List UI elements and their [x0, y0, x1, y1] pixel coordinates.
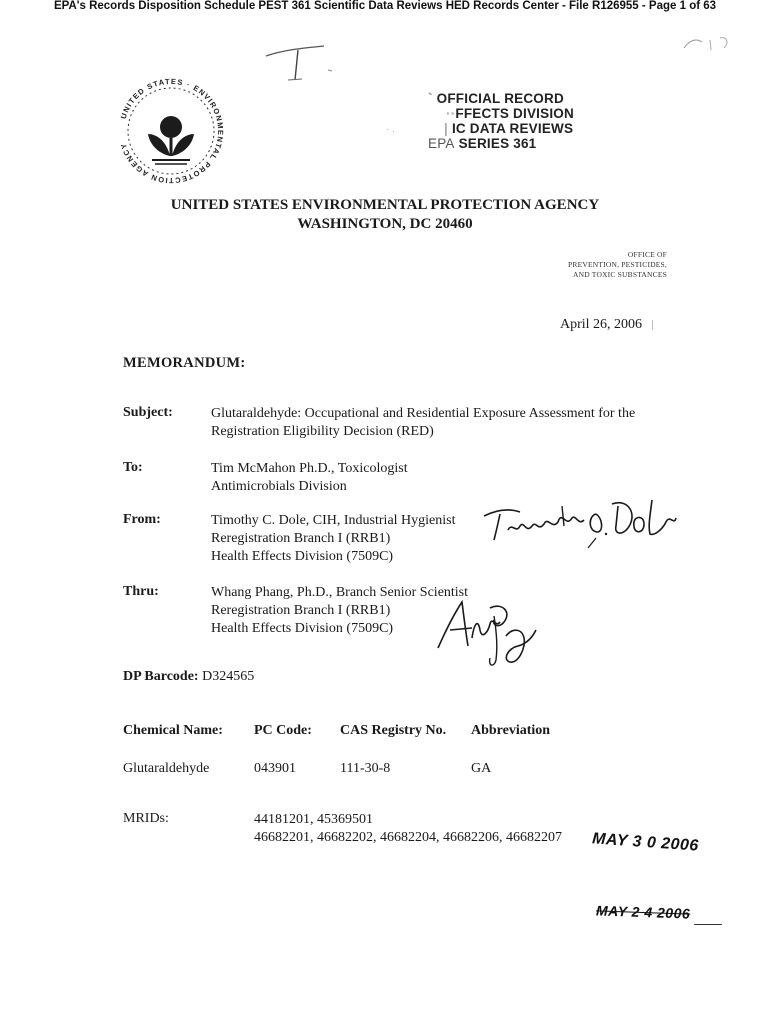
mrids-value: [254, 811, 562, 847]
dp-barcode-label: DP Barcode:: [123, 669, 199, 684]
office-line-2: PREVENTION, PESTICIDES,: [568, 260, 667, 269]
pc-code-value: 043901: [254, 761, 296, 776]
subject-label: Subject:: [123, 405, 173, 420]
subject-line-2: Registration Eligibility Decision (RED): [211, 424, 434, 439]
thru-line-3: Health Effects Division (7509C): [211, 621, 394, 636]
cas-registry-header: CAS Registry No.: [340, 723, 447, 738]
abbreviation-value: GA: [471, 761, 492, 776]
thru-line-1: Whang Phang, Ph.D., Branch Senior Scientist: [211, 585, 469, 600]
to-label: To:: [123, 460, 143, 475]
from-label: From:: [123, 512, 161, 527]
dp-barcode-row: [123, 669, 254, 685]
thru-signature: [432, 588, 542, 670]
stamp-line-1: ` OFFICIAL RECORD: [428, 91, 564, 106]
mrids-line-1: 44181201, 45369501: [254, 812, 373, 827]
from-line-2: Reregistration Branch I (RRB1): [211, 531, 391, 546]
official-record-stamp: [428, 91, 574, 151]
to-line-1: Tim McMahon Ph.D., Toxicologist: [211, 461, 408, 476]
handwritten-mark: [258, 36, 348, 86]
stamp-line-2: ··FFECTS DIVISION: [446, 106, 574, 121]
from-line-1: Timothy C. Dole, CIH, Industrial Hygienist: [211, 513, 456, 528]
thru-label: Thru:: [123, 584, 159, 599]
thru-value: [211, 584, 468, 638]
dp-barcode-value: D324565: [202, 669, 255, 684]
office-line-1: OFFICE OF: [627, 250, 667, 259]
cas-registry-value: 111-30-8: [340, 761, 391, 776]
memo-heading: MEMORANDUM:: [123, 355, 246, 371]
to-line-2: Antimicrobials Division: [211, 479, 347, 494]
office-line-3: AND TOXIC SUBSTANCES: [573, 270, 667, 279]
from-signature: [478, 496, 683, 554]
to-value: [211, 460, 408, 496]
struck-date-stamp: MAY 2 4 2006: [595, 902, 691, 922]
agency-city: WASHINGTON, DC 20460: [297, 216, 473, 232]
date-mark: [652, 320, 653, 330]
stamp-line-3: | IC DATA REVIEWS: [444, 121, 574, 136]
chemical-name-header: Chemical Name:: [123, 723, 223, 738]
memo-date: April 26, 2006: [560, 317, 643, 332]
epa-seal: [112, 72, 230, 190]
office-block: [540, 250, 667, 280]
agency-name: UNITED STATES ENVIRONMENTAL PROTECTION AGENCY: [170, 197, 600, 213]
mrids-label: MRIDs:: [123, 811, 169, 826]
chemical-name-value: Glutaraldehyde: [123, 761, 210, 776]
mrids-line-2: 46682201, 46682202, 46682204, 46682206, 46682207: [254, 830, 562, 845]
subject-value: [211, 405, 635, 441]
struck-stamp-underline: [694, 924, 722, 925]
agency-header: [0, 196, 770, 234]
from-value: [211, 512, 456, 566]
records-header: EPA's Records Disposition Schedule PEST 361 Scientific Data Reviews HED Records Center - File R126955 - Page 1 of 63: [53, 0, 717, 12]
stamp-line-4: EPA SERIES 361: [428, 136, 537, 151]
thru-line-2: Reregistration Branch I (RRB1): [211, 603, 391, 618]
stamp-smudge: · .: [386, 124, 395, 135]
pc-code-header: PC Code:: [254, 723, 312, 738]
abbreviation-header: Abbreviation: [471, 723, 551, 738]
seal-ring-text: UNITED STATES · ENVIRONMENTAL PROTECTION AGENCY: [118, 76, 226, 186]
received-date-stamp: MAY 3 0 2006: [591, 830, 700, 855]
corner-scribble: [680, 30, 740, 56]
subject-line-1: Glutaraldehyde: Occupational and Residential Exposure Assessment for the: [211, 406, 636, 421]
from-line-3: Health Effects Division (7509C): [211, 549, 394, 564]
